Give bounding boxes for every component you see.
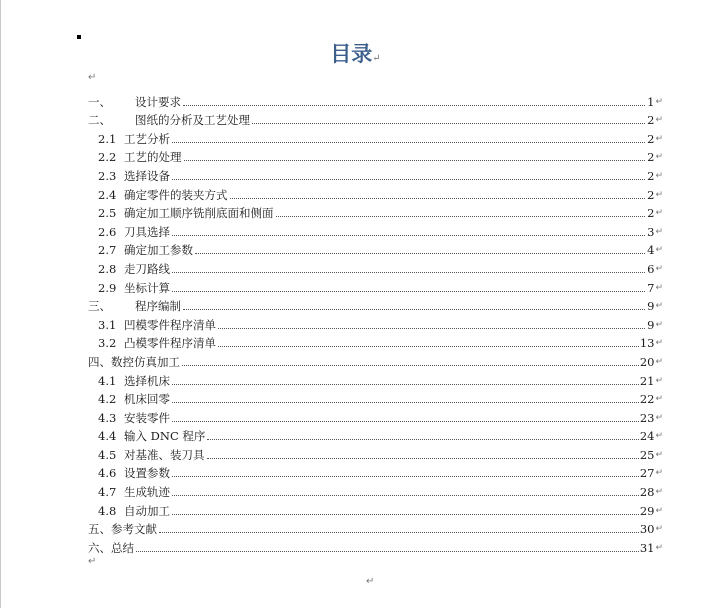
paragraph-mark-icon: ↵ <box>655 412 663 423</box>
toc-entry-page: 24 <box>639 429 655 444</box>
toc-entry-page: 2 <box>647 187 655 202</box>
toc-entry-page: 2 <box>647 206 655 221</box>
paragraph-mark-icon: ↵ <box>655 487 663 498</box>
toc-entry-title: 生成轨迹 <box>124 485 170 500</box>
paragraph-mark-icon: ↵ <box>655 468 663 479</box>
paragraph-mark-icon: ↵ <box>655 319 663 330</box>
toc-entry-page: 30 <box>639 522 655 537</box>
toc-entry-title: 总结 <box>111 540 134 555</box>
toc-entry-page: 22 <box>639 392 655 407</box>
paragraph-mark-icon: ↵ <box>655 282 663 293</box>
paragraph-mark-icon: ↵ <box>88 556 97 567</box>
toc-entry[interactable] <box>88 164 663 183</box>
toc-entry-page: 28 <box>639 485 655 500</box>
paragraph-mark-icon: ↵ <box>366 576 375 587</box>
toc-dot-leader <box>182 364 639 366</box>
toc-entry-number: 4.3 <box>98 410 117 425</box>
toc-dot-leader <box>172 494 639 496</box>
toc-entry[interactable] <box>88 146 663 165</box>
toc-entry-title: 程序编制 <box>135 299 181 314</box>
toc-entry[interactable] <box>88 499 663 518</box>
toc-entry-title: 工艺的处理 <box>124 150 182 165</box>
toc-entry[interactable] <box>88 443 663 462</box>
toc-dot-leader <box>172 290 645 292</box>
toc-dot-leader <box>252 122 645 124</box>
paragraph-mark-icon: ↵ <box>655 226 663 237</box>
toc-entry-title: 确定加工参数 <box>124 243 193 258</box>
paragraph-mark-icon: ↵ <box>655 133 663 144</box>
toc-entry-number: 3.2 <box>98 336 117 351</box>
toc-dot-leader <box>230 197 646 199</box>
toc-dot-leader <box>172 513 639 515</box>
toc-dot-leader <box>184 159 646 161</box>
toc-entry-number: 4.5 <box>98 447 117 462</box>
toc-entry[interactable] <box>88 332 663 351</box>
toc-entry-title: 坐标计算 <box>124 280 170 295</box>
toc-entry-page: 2 <box>647 168 655 183</box>
toc-entry-number: 2.6 <box>98 224 117 239</box>
toc-dot-leader <box>218 345 639 347</box>
toc-dot-leader <box>183 308 645 310</box>
toc-dot-leader <box>195 252 645 254</box>
toc-dot-leader <box>218 327 645 329</box>
toc-entry-title: 工艺分析 <box>124 131 170 146</box>
paragraph-mark-icon: ↵ <box>655 431 663 442</box>
toc-entry-page: 29 <box>639 503 655 518</box>
paragraph-mark-icon: ↵ <box>655 263 663 274</box>
toc-entry-number: 2.2 <box>98 150 117 165</box>
toc-entry-title: 机床回零 <box>124 392 170 407</box>
toc-entry-title: 走刀路线 <box>124 261 170 276</box>
toc-entry-number: 4.2 <box>98 392 117 407</box>
paragraph-mark-icon: ↵ <box>655 170 663 181</box>
toc-entry-number: 2.9 <box>98 280 117 295</box>
toc-dot-leader <box>159 531 639 533</box>
toc-entry-number: 4.1 <box>98 373 117 388</box>
toc-entry-title: 自动加工 <box>124 503 170 518</box>
toc-entry-page: 23 <box>639 410 655 425</box>
toc-dot-leader <box>172 383 639 385</box>
toc-entry-title: 选择机床 <box>124 373 170 388</box>
toc-dot-leader <box>172 141 645 143</box>
toc-entry-page: 2 <box>647 150 655 165</box>
toc-entry-page: 27 <box>639 466 655 481</box>
toc-title <box>0 38 711 68</box>
toc-dot-leader <box>136 550 639 552</box>
toc-entry[interactable] <box>88 350 663 369</box>
toc-dot-leader <box>207 457 639 459</box>
paragraph-mark-icon: ↵ <box>655 152 663 163</box>
toc-entry-title: 图纸的分析及工艺处理 <box>135 113 250 128</box>
toc-entry[interactable] <box>88 220 663 239</box>
toc-entry[interactable] <box>88 295 663 314</box>
paragraph-mark-icon: ↵ <box>655 542 663 553</box>
paragraph-mark-icon: ↵ <box>372 53 381 64</box>
toc-entry[interactable] <box>88 90 663 109</box>
toc-entry-number: 一、 <box>88 94 111 109</box>
toc-entry[interactable] <box>88 202 663 221</box>
toc-entry-title: 安装零件 <box>124 410 170 425</box>
paragraph-mark-icon: ↵ <box>655 301 663 312</box>
toc-dot-leader <box>172 234 645 236</box>
toc-entry-number: 三、 <box>88 299 111 314</box>
toc-entry[interactable] <box>88 369 663 388</box>
toc-entry-page: 31 <box>639 540 655 555</box>
toc-entry[interactable] <box>88 425 663 444</box>
toc-entry-number: 3.1 <box>98 317 117 332</box>
toc-entry[interactable] <box>88 239 663 258</box>
toc-dot-leader <box>172 420 639 422</box>
page-left-edge <box>0 0 1 608</box>
toc-entry[interactable] <box>88 313 663 332</box>
toc-entry-page: 20 <box>639 354 655 369</box>
paragraph-mark-icon: ↵ <box>655 356 663 367</box>
toc-dot-leader <box>207 438 638 440</box>
paragraph-mark-icon: ↵ <box>655 189 663 200</box>
toc-dot-leader <box>172 178 645 180</box>
toc-entry-number: 四、 <box>88 354 111 369</box>
toc-entry[interactable] <box>88 406 663 425</box>
paragraph-mark-icon: ↵ <box>655 505 663 516</box>
toc-entry-title: 选择设备 <box>124 168 170 183</box>
toc-entry-title: 确定零件的装夹方式 <box>124 187 228 202</box>
toc-entry[interactable] <box>88 518 663 537</box>
toc-entry-title: 设计要求 <box>135 94 181 109</box>
toc-entry-page: 9 <box>647 299 655 314</box>
toc-entry-number: 五、 <box>88 522 111 537</box>
toc-dot-leader <box>276 215 646 217</box>
toc-entry-number: 2.4 <box>98 187 117 202</box>
paragraph-mark-icon: ↵ <box>655 394 663 405</box>
toc-entry-page: 1 <box>647 94 655 109</box>
toc-entry-title: 凸模零件程序清单 <box>124 336 216 351</box>
toc-entry-number: 4.8 <box>98 503 117 518</box>
toc-entry[interactable] <box>88 388 663 407</box>
toc-dot-leader <box>172 401 639 403</box>
toc-title-text: 目录 <box>330 41 373 66</box>
toc-entry-number: 2.8 <box>98 261 117 276</box>
toc-entry[interactable] <box>88 257 663 276</box>
toc-entry-title: 参考文献 <box>111 522 157 537</box>
toc-dot-leader <box>183 104 645 106</box>
paragraph-mark-icon: ↵ <box>655 208 663 219</box>
toc-entry-title: 凹模零件程序清单 <box>124 317 216 332</box>
toc-entry-page: 2 <box>647 131 655 146</box>
toc-entry[interactable] <box>88 183 663 202</box>
paragraph-mark-icon: ↵ <box>655 449 663 460</box>
toc-entry-page: 13 <box>639 336 655 351</box>
toc-entry-title: 输入 DNC 程序 <box>124 429 206 444</box>
toc-dot-leader <box>172 271 645 273</box>
toc-entry-title: 数控仿真加工 <box>111 354 180 369</box>
toc-entry[interactable] <box>88 462 663 481</box>
toc-entry[interactable] <box>88 536 663 555</box>
toc-entry-number: 二、 <box>88 113 111 128</box>
toc-entry-number: 4.6 <box>98 466 117 481</box>
toc-entry-page: 21 <box>639 373 655 388</box>
toc-entry-number: 2.1 <box>98 131 117 146</box>
toc-entry-title: 刀具选择 <box>124 224 170 239</box>
toc-entry-page: 6 <box>647 261 655 276</box>
paragraph-mark-icon: ↵ <box>655 338 663 349</box>
paragraph-mark-icon: ↵ <box>655 245 663 256</box>
toc-entry-number: 4.4 <box>98 429 117 444</box>
toc-entry-page: 7 <box>647 280 655 295</box>
toc-entry-title: 对基准、装刀具 <box>124 447 205 462</box>
toc-entry[interactable] <box>88 127 663 146</box>
toc-entry[interactable] <box>88 480 663 499</box>
toc-entry-page: 3 <box>647 224 655 239</box>
toc-entry-page: 9 <box>647 317 655 332</box>
toc-entry-number: 4.7 <box>98 485 117 500</box>
toc-entry[interactable] <box>88 109 663 128</box>
paragraph-mark-icon: ↵ <box>655 524 663 535</box>
toc-entry-title: 设置参数 <box>124 466 170 481</box>
toc-entry-title: 确定加工顺序铣削底面和侧面 <box>124 206 274 221</box>
paragraph-mark-icon: ↵ <box>88 72 97 83</box>
toc-entry-page: 25 <box>639 447 655 462</box>
paragraph-mark-icon: ↵ <box>655 375 663 386</box>
toc-entry-page: 4 <box>647 243 655 258</box>
toc-entry-number: 2.7 <box>98 243 117 258</box>
paragraph-mark-icon: ↵ <box>655 115 663 126</box>
paragraph-mark-icon: ↵ <box>655 96 663 107</box>
table-of-contents <box>88 90 663 555</box>
toc-entry[interactable] <box>88 276 663 295</box>
toc-dot-leader <box>172 475 639 477</box>
toc-entry-number: 2.3 <box>98 168 117 183</box>
toc-entry-number: 2.5 <box>98 206 117 221</box>
toc-entry-number: 六、 <box>88 540 111 555</box>
toc-entry-page: 2 <box>647 113 655 128</box>
